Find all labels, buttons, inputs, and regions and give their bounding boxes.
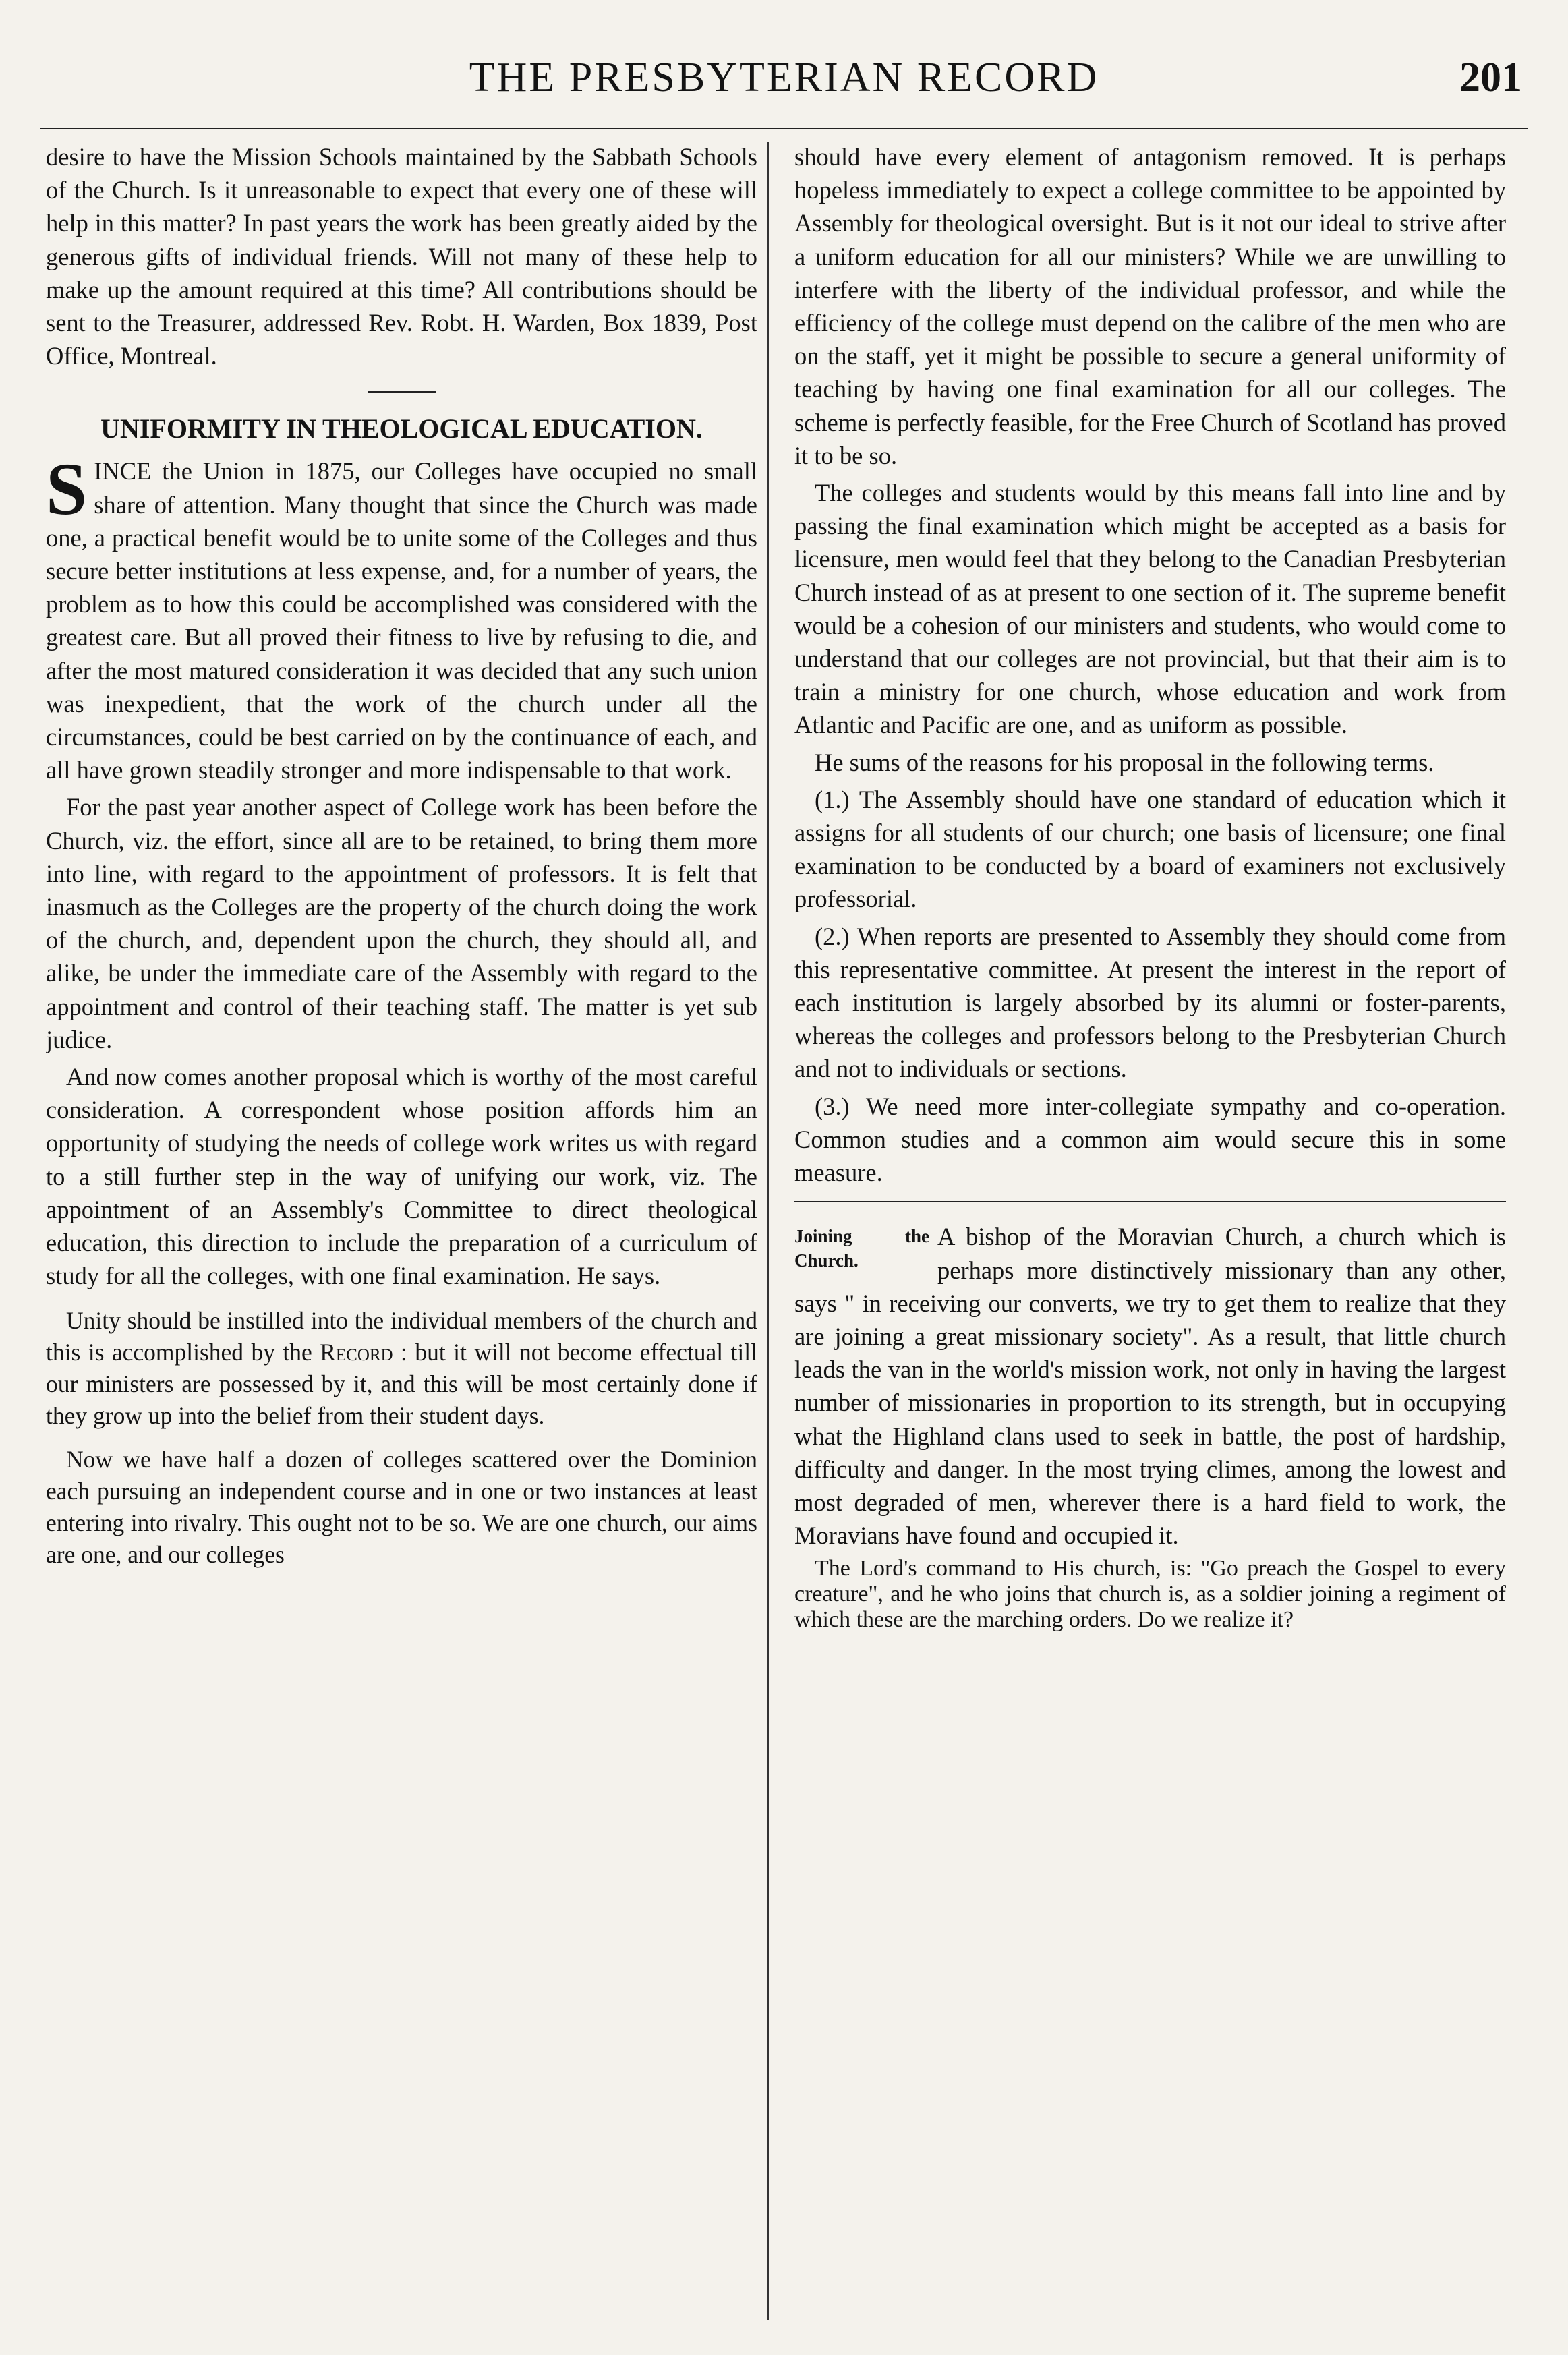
quote-text: : but it will not become effectual till our ministers are possessed by it, and this will be most certainly done if they grow up into the belief from their student days. <box>46 1338 757 1429</box>
opening-text: INCE the Union in 1875, our Colleges have occupied no small share of attention. Many thought that since the Church was made one, a practical benefit would be to unite some of the Colleges and thus secure better institutions at less expense, and, for a number of years, the problem as to how this could be accomplished was considered with the greatest care. But all proved their fitness to live by refusing to die, and after the most matured consideration it was decided that any such union was inexpedient, that the work of the church under all the circumstances, could be best carried on by the continuance of each, and all have grown steadily stronger and more indispensable to that work. <box>46 457 757 784</box>
quoted-paragraph: Now we have half a dozen of colleges scattered over the Dominion each pursuing an independent course and in one or two instances at least entering into rivalry. This ought not to be so. We are one church, our aims are one, and our colleges <box>46 1445 757 1568</box>
side-heading: Joining the Church. <box>794 1226 929 1271</box>
paragraph: (1.) The Assembly should have one standard of education which it assigns for all students of our church; one basis of licensure; one final examination to be conducted by a board of examiners not exclusively professorial. <box>794 785 1506 913</box>
paragraph: And now comes another proposal which is worthy of the most careful consideration. A correspondent whose position affords him an opportunity of studying the needs of college work writes us with regard to a still further step in the way of unifying our work, viz. The appointment of an Assembly's Committee to direct theological education, this direction to include the preparation of a curriculum of study for all the colleges, with one final examination. He says. <box>46 1063 757 1290</box>
quoted-paragraph <box>46 1305 757 1432</box>
opening-paragraph <box>46 448 757 786</box>
section-rule <box>368 391 436 392</box>
paragraph: (3.) We need more inter-collegiate sympathy and co-operation. Common studies and a common aim would secure this in some measure. <box>794 1092 1506 1187</box>
right-column <box>794 140 1506 2325</box>
column-divider <box>767 142 769 2320</box>
page-header <box>40 47 1528 129</box>
paragraph: The Lord's command to His church, is: "Go preach the Gospel to every creature", and he who joins that church is, as a soldier joining a regiment of which these are the marching orders. Do we realize it? <box>794 1556 1506 1633</box>
paragraph: desire to have the Mission Schools maintained by the Sabbath Schools of the Church. Is it unreasonable to expect that every one of these will help in this matter? In past years the work has been greatly aided by the generous gifts of individual friends. Will not many of these help to make up the amount required at this time? All contributions should be sent to the Treasurer, addressed Rev. Robt. H. Warden, Box 1839, Post Office, Montreal. <box>46 143 757 370</box>
record-name: Record <box>320 1338 393 1366</box>
drop-cap: S <box>46 448 88 531</box>
quote-text: Unity should be instilled into the individual members of the church and this is accomplished by the <box>46 1306 757 1366</box>
running-title: THE PRESBYTERIAN RECORD <box>469 55 1099 100</box>
note-text: A bishop of the Moravian Church, a church which is perhaps more distinctively missionary than any other, says " in receiving our converts, we try to get them to realize that they are joining a great missionary society". As a result, that little church leads the van in the world's mission work, not only in having the largest number of missionaries in proportion to its strength, but in occupying what the Highland clans used to seek in battle, the post of hardship, difficulty and danger. In the most trying climes, among the lowest and most degraded of men, wherever there is a hard field to work, the Moravians have found and occupied it. <box>794 1223 1506 1550</box>
paragraph: (2.) When reports are presented to Assembly they should come from this representative committee. At present the interest in the report of each institution is largely absorbed by its alumni or foster-parents, whereas the colleges and professors belong to the Presbyterian Church and not to individuals or sections. <box>794 922 1506 1083</box>
article-title: UNIFORMITY IN THEOLOGICAL EDUCATION. <box>100 413 703 444</box>
paragraph: The colleges and students would by this means fall into line and by passing the final examination which might be accepted as a basis for licensure, men would feel that they belong to the Canadian Presbyterian Church instead of as at present to one section of it. The supreme benefit would be a cohesion of our ministers and students, who would come to understand that our colleges are not provincial, but that their aim is to train a ministry for one church, whose education and work from Atlantic and Pacific are one, and as uniform as possible. <box>794 479 1506 739</box>
paragraph: For the past year another aspect of College work has been before the Church, viz. the effort, since all are to be retained, to bring them more into line, with regard to the appointment of professors. It is felt that inasmuch as the Colleges are the property of the church doing the work of the church, and, dependent upon the church, they should all, and alike, be under the immediate care of the Assembly with regard to the appointment and control of their teaching staff. The matter is yet sub judice. <box>46 793 757 1053</box>
page-number: 201 <box>1459 55 1522 100</box>
note-paragraph <box>794 1220 1506 1552</box>
paragraph: He sums of the reasons for his proposal in the following terms. <box>815 748 1434 776</box>
paragraph: should have every element of antagonism removed. It is perhaps hopeless immediately to expect a college committee to be appointed by Assembly for theological oversight. But is it not our ideal to strive after a uniform education for all our ministers? While we are unwilling to interfere with the liberty of the individual professor, and while the efficiency of the college must depend on the calibre of the men who are on the staff, yet it might be possible to secure a general uniformity of teaching by having one final examination for all our colleges. The scheme is perfectly feasible, for the Free Church of Scotland has proved it to be so. <box>794 143 1506 469</box>
left-column <box>46 140 757 2325</box>
section-rule <box>794 1201 1506 1202</box>
